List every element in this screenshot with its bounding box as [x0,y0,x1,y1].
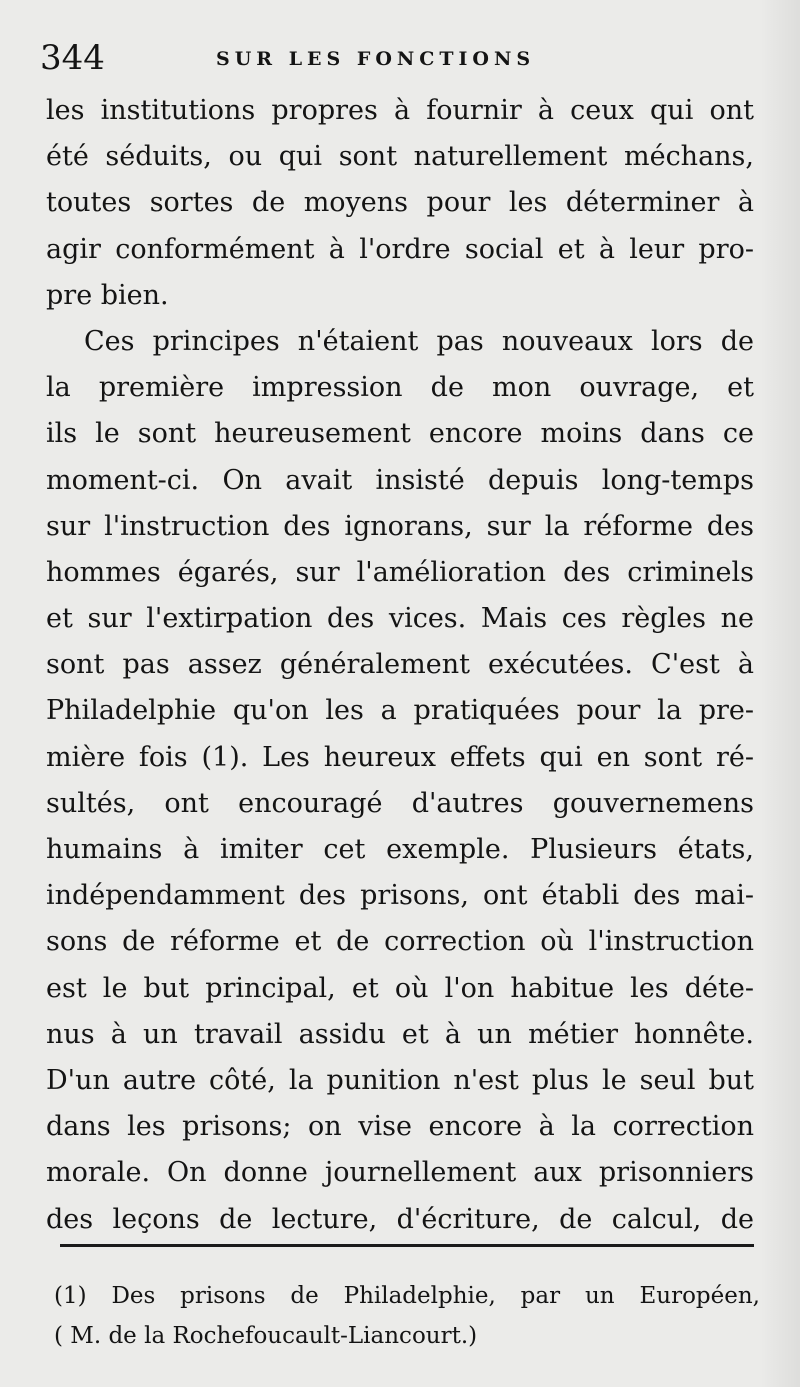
text-line: D'un autre côté, la punition n'est plus le seul but [46,1064,754,1096]
text-line: mière fois (1). Les heureux effets qui en sont ré- [46,741,754,773]
page-number: 344 [40,38,105,78]
text-line: sons de réforme et de correction où l'instruction [46,926,754,958]
page-header [40,36,760,86]
text-line: été séduits, ou qui sont naturellement méchans, [46,141,754,173]
text-line: indépendamment des prisons, ont établi des mai- [46,880,754,912]
text-line: humains à imiter cet exemple. Plusieurs états, [46,834,754,865]
text-line: la première impression de mon ouvrage, et [46,372,754,404]
text-line: sur l'instruction des ignorans, sur la réforme des [46,510,754,542]
text-line: morale. On donne journellement aux prisonniers [46,1157,754,1189]
text-line: toutes sortes de moyens pour les déterminer à [46,187,754,219]
text-line: Philadelphie qu'on les a pratiquées pour la pre- [46,695,754,727]
text-line: dans les prisons; on vise encore à la correction [46,1111,754,1143]
text-line: sont pas assez généralement exécutées. C'est à [46,649,754,681]
body-text [46,88,754,1243]
text-line: agir conformément à l'ordre social et à leur pro- [46,233,754,265]
text-line: pre bien. [46,279,169,311]
footnotes [54,1276,760,1356]
text-line: hommes égarés, sur l'amélioration des criminels [46,556,754,588]
page-edge-shadow [760,0,800,1387]
text-line: sultés, ont encouragé d'autres gouvernemens [46,787,754,819]
text-line: nus à un travail assidu et à un métier honnête. [46,1018,754,1050]
text-line: moment-ci. On avait insisté depuis long-temps [46,464,754,496]
footnote-line: ( M. de la Rochefoucault-Liancourt.) [54,1323,478,1349]
text-line: des leçons de lecture, d'écriture, de calcul, de [46,1203,754,1235]
text-line: et sur l'extirpation des vices. Mais ces règles ne [46,603,754,635]
running-title: SUR LES FONCTIONS [216,48,536,70]
footnote-rule [60,1244,754,1247]
text-line: Ces principes n'étaient pas nouveaux lors de [84,325,754,357]
footnote-line: (1) Des prisons de Philadelphie, par un Européen, [54,1283,760,1309]
text-line: est le but principal, et où l'on habitue les déte- [46,972,754,1004]
text-line: les institutions propres à fournir à ceux qui ont [46,95,754,126]
text-line: ils le sont heureusement encore moins dans ce [46,418,754,450]
